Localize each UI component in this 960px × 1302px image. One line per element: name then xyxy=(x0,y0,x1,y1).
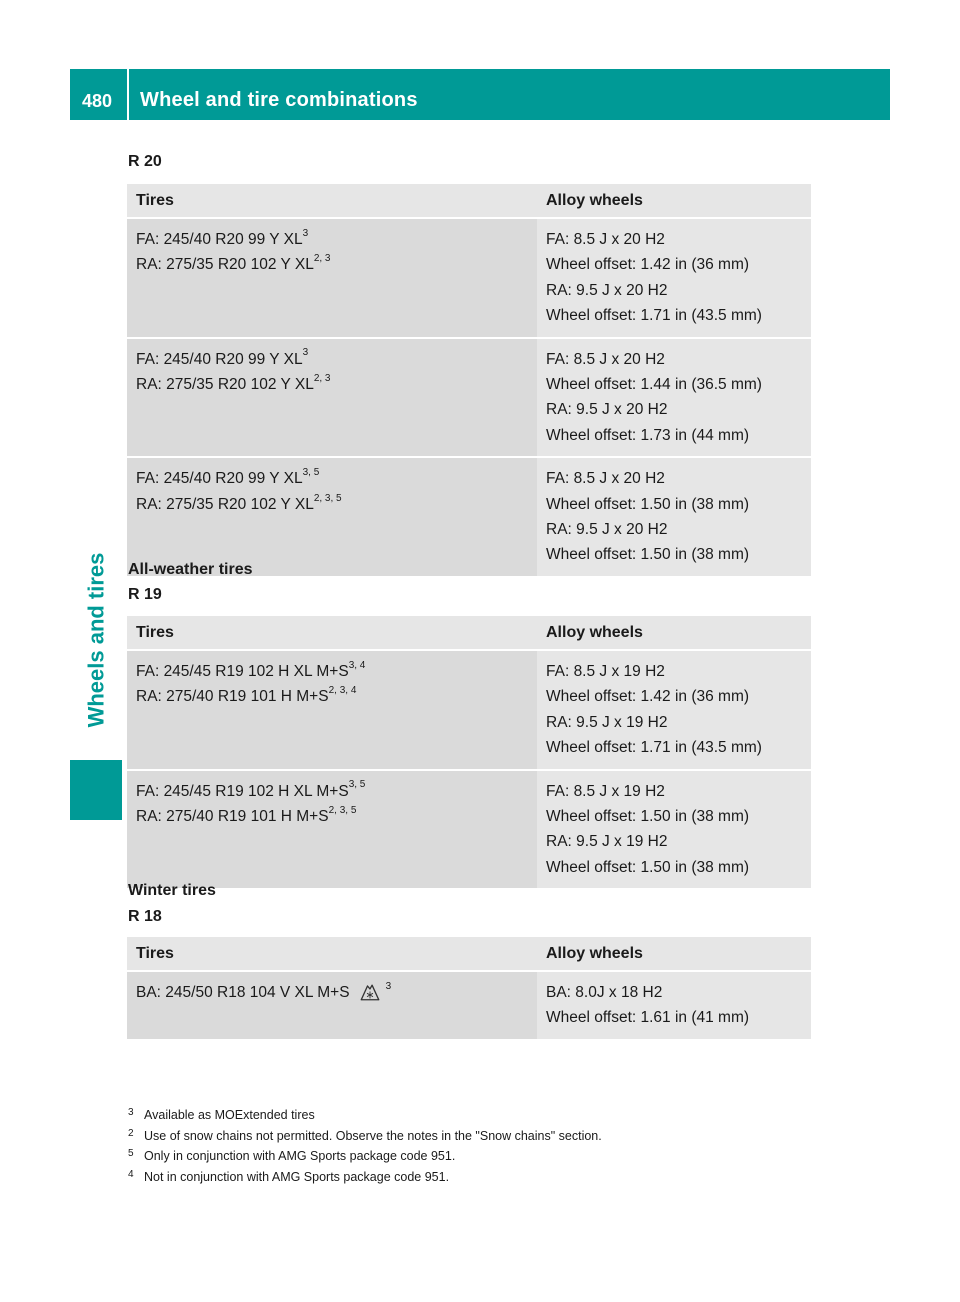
footnote-ref: 2, 3, 4 xyxy=(328,685,357,697)
wheel-spec: Wheel offset: 1.71 in (43.5 mm) xyxy=(546,307,762,325)
wheel-spec: FA: 8.5 J x 19 H2 xyxy=(546,663,665,680)
footnote-ref: 2, 3 xyxy=(313,372,331,384)
footnote-ref: 2, 3, 5 xyxy=(328,804,357,816)
side-tab xyxy=(70,540,122,740)
tire-spec xyxy=(136,227,531,252)
footnote-number: 5 xyxy=(128,1148,134,1159)
footnote xyxy=(128,1126,602,1147)
wheels-cell xyxy=(537,457,811,576)
wheel-spec: Wheel offset: 1.42 in (36 mm) xyxy=(546,256,750,274)
footnote-ref: 2, 3 xyxy=(313,253,331,265)
footnote-text: Use of snow chains not permitted. Observe the notes in the "Snow chains" section. xyxy=(144,1128,602,1143)
wheels-cell xyxy=(537,770,811,889)
section-title: Winter tires xyxy=(128,882,216,899)
wheel-spec: FA: 8.5 J x 20 H2 xyxy=(546,350,665,368)
tires-cell xyxy=(127,218,537,338)
section-title: All-weather tires xyxy=(128,561,253,578)
table-row xyxy=(127,338,811,458)
wheel-spec: RA: 9.5 J x 19 H2 xyxy=(546,713,668,731)
wheel-spec: Wheel offset: 1.61 in (41 mm) xyxy=(546,1009,750,1027)
header-divider xyxy=(127,69,129,120)
snowflake-mountain-icon xyxy=(360,981,380,1001)
wheel-spec: Wheel offset: 1.44 in (36.5 mm) xyxy=(546,376,762,394)
tires-cell xyxy=(127,770,537,889)
column-header-wheels: Alloy wheels xyxy=(537,616,811,650)
wheel-spec: Wheel offset: 1.50 in (38 mm) xyxy=(546,546,750,564)
tire-spec xyxy=(136,372,531,397)
wheel-spec: Wheel offset: 1.71 in (43.5 mm) xyxy=(546,739,762,757)
footnote xyxy=(128,1146,602,1167)
tire-spec-text: BA: 245/50 R18 104 V XL M+S xyxy=(136,984,350,1001)
footnote-text: Available as MOExtended tires xyxy=(144,1108,315,1122)
footnote-ref: 2, 3, 5 xyxy=(313,492,342,504)
footnote-number: 4 xyxy=(128,1168,134,1180)
section-subtitle: R 18 xyxy=(128,908,162,925)
tire-spec xyxy=(136,659,531,684)
tire-spec xyxy=(136,779,531,804)
table-header-row xyxy=(127,184,811,218)
wheels-cell xyxy=(537,650,811,770)
wheel-spec: RA: 9.5 J x 20 H2 xyxy=(546,281,668,299)
tires-cell xyxy=(127,650,537,770)
table-header-row xyxy=(127,937,811,971)
tires-cell xyxy=(127,457,537,576)
wheel-spec: FA: 8.5 J x 20 H2 xyxy=(546,231,665,248)
wheel-spec: RA: 9.5 J x 20 H2 xyxy=(546,401,668,419)
wheel-tire-table xyxy=(127,937,811,1039)
wheel-spec: Wheel offset: 1.50 in (38 mm) xyxy=(546,495,750,513)
wheels-cell xyxy=(537,338,811,458)
column-header-wheels: Alloy wheels xyxy=(537,184,811,218)
wheel-tire-table xyxy=(127,184,811,576)
footnote-ref: 3, 5 xyxy=(348,779,366,791)
footnote xyxy=(128,1105,602,1126)
tire-spec-text: FA: 245/45 R19 102 H XL M+S xyxy=(136,782,349,800)
footnote-ref: 3 xyxy=(385,980,392,992)
wheel-spec: RA: 9.5 J x 20 H2 xyxy=(546,521,668,539)
section-title: R 20 xyxy=(128,153,162,170)
tire-spec-text: RA: 275/35 R20 102 Y XL xyxy=(136,376,314,394)
wheel-spec: FA: 8.5 J x 19 H2 xyxy=(546,782,665,800)
wheel-spec: BA: 8.0J x 18 H2 xyxy=(546,984,663,1001)
footnote-number: 2 xyxy=(128,1127,134,1139)
footnote xyxy=(128,1167,602,1188)
footnote-number: 3 xyxy=(128,1107,134,1118)
wheel-spec: FA: 8.5 J x 20 H2 xyxy=(546,470,665,488)
wheels-cell xyxy=(537,218,811,338)
table-row xyxy=(127,971,811,1039)
footnote-ref: 3, 5 xyxy=(302,467,320,479)
tire-spec-text: RA: 275/35 R20 102 Y XL xyxy=(136,495,314,513)
tire-spec-text: FA: 245/45 R19 102 H XL M+S xyxy=(136,663,349,680)
tire-spec xyxy=(136,492,531,517)
footnote-ref: 3, 4 xyxy=(348,659,366,671)
side-tab-label: Wheels and tires xyxy=(83,552,108,728)
footnote-ref: 3 xyxy=(302,347,309,359)
column-header-tires: Tires xyxy=(127,184,537,218)
wheel-spec: Wheel offset: 1.73 in (44 mm) xyxy=(546,426,750,444)
wheel-tire-table xyxy=(127,616,811,888)
tire-spec-text: RA: 275/40 R19 101 H M+S xyxy=(136,808,329,826)
footnote-text: Only in conjunction with AMG Sports package code 951. xyxy=(144,1149,456,1163)
tire-spec-text: FA: 245/40 R20 99 Y XL xyxy=(136,231,303,248)
tires-cell xyxy=(127,971,537,1039)
tires-cell xyxy=(127,338,537,458)
side-tab-marker xyxy=(70,760,122,820)
wheel-spec: Wheel offset: 1.50 in (38 mm) xyxy=(546,858,750,876)
page-number: 480 xyxy=(82,91,113,111)
table-row xyxy=(127,218,811,338)
column-header-tires: Tires xyxy=(127,616,537,650)
column-header-tires: Tires xyxy=(127,937,537,971)
tire-spec xyxy=(136,804,531,829)
page-header xyxy=(70,69,890,120)
tire-spec-text: RA: 275/40 R19 101 H M+S xyxy=(136,688,329,706)
tire-spec xyxy=(136,980,531,1005)
table-row xyxy=(127,457,811,576)
tire-spec xyxy=(136,466,531,491)
footnote-ref: 3 xyxy=(302,227,309,239)
wheel-spec: Wheel offset: 1.50 in (38 mm) xyxy=(546,808,750,826)
table-row xyxy=(127,770,811,889)
tire-spec-text: FA: 245/40 R20 99 Y XL xyxy=(136,470,303,488)
wheel-spec: Wheel offset: 1.42 in (36 mm) xyxy=(546,688,750,706)
tire-spec-text: RA: 275/35 R20 102 Y XL xyxy=(136,256,314,274)
section-subtitle: R 19 xyxy=(128,586,162,603)
table-row xyxy=(127,650,811,770)
tire-spec xyxy=(136,347,531,372)
tire-spec xyxy=(136,252,531,277)
footnote-text: Not in conjunction with AMG Sports package code 951. xyxy=(144,1169,450,1184)
table-header-row xyxy=(127,616,811,650)
page-title: Wheel and tire combinations xyxy=(140,89,418,111)
tire-spec-text: FA: 245/40 R20 99 Y XL xyxy=(136,350,303,368)
wheel-spec: RA: 9.5 J x 19 H2 xyxy=(546,833,668,851)
column-header-wheels: Alloy wheels xyxy=(537,937,811,971)
tire-spec xyxy=(136,684,531,709)
footnotes xyxy=(128,1105,602,1187)
wheels-cell xyxy=(537,971,811,1039)
